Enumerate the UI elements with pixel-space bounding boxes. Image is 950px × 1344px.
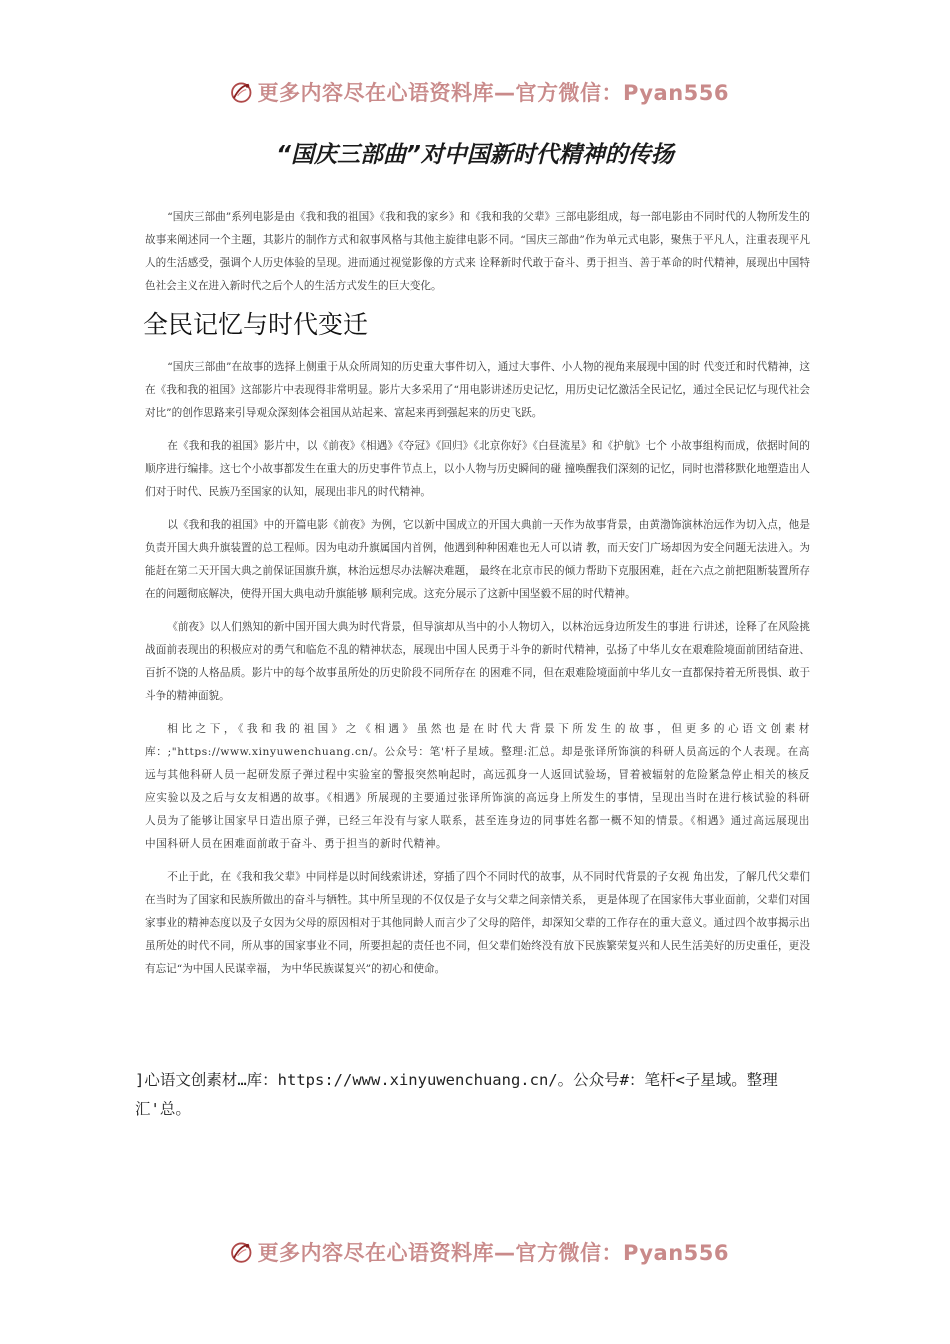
body-paragraph-3: 以《我和我的祖国》中的开篇电影《前夜》为例，它以新中国成立的开国大典前一天作为故事背景，由黄渤饰演林治远作为切入点，他是负责开国大典升旗装置的总工程师。因为电动升旗属国内首例，他遇到种种困难也无人可以请 教，而天安门广场却因为安全问题无法进入。为能赶在第二天开国大典之前保证国旗升旗，林治远想尽办法解决难题， 最终在北京市民的倾力帮助下克服困难，赶在六点之前把阻断装置所存在的问题彻底解决，使得开国大典电动升旗能够 顺利完成。这充分展示了这新中国坚毅不屈的时代精神。 [145, 519, 810, 600]
body-paragraph-4: 《前夜》以人们熟知的新中国开国大典为时代背景，但导演却从当中的小人物切入，以林治远身边所发生的事进 行讲述，诠释了在风险挑战面前表现出的积极应对的勇气和临危不乱的精神状态，展现出中国人民勇于斗争的新时代精神，弘扬了中华儿女在艰难险境面前团结奋进、百折不饶的人格品质。影片中的每个故事虽所处的历史阶段不同所存在 的困难不同，但在艰难险境面前中华儿女一直都保持着无所畏惧、敢于斗争的精神面貌。 [145, 621, 810, 702]
banner-text: 更多内容尽在心语资料库—官方微信：Pyan556 [257, 81, 729, 105]
body-paragraph-6: 不止于此，在《我和我父辈》中同样是以时间线索讲述，穿插了四个不同时代的故事，从不同时代背景的子女视 角出发，了解几代父辈们在当时为了国家和民族所做出的奋斗与牺牲。其中所呈现的不仅仅是子女与父辈之间亲情关系， 更是体现了在国家伟大事业面前，父辈们对国家事业的精神态度以及子女因为父母的原因相对于其他同龄人而言少了父母的陪伴，却深知父辈的工作存在的重大意义。通过四个故事揭示出虽所处的时代不同，所从事的国家事业不同，所要担起的责任也不同，但父辈们始终没有放下民族繁荣复兴和人民生活美好的历史重任，更没有忘记“为中国人民谋幸福， 为中华民族谋复兴”的初心和使命。 [145, 871, 810, 975]
footer-banner [229, 1232, 729, 1272]
brand-logo-icon [229, 1234, 254, 1270]
header-banner [229, 72, 729, 112]
brand-logo-icon [229, 74, 254, 110]
footer-source-note: ]心语文创素材…库：https://www.xinyuwenchuang.cn/。公众号#：笔杆<子星域。整理汇'总。 [135, 1071, 778, 1118]
intro-paragraph: “国庆三部曲”系列电影是由《我和我的祖国》《我和我的家乡》和《我和我的父辈》三部电影组成，每一部电影由不同时代的人物所发生的故事来阐述同一个主题，其影片的制作方式和叙事风格与其他主旋律电影不同。“国庆三部曲”作为单元式电影，聚焦于平凡人，注重表现平凡人的生活感受，强调个人历史体验的呈现。进而通过视觉影像的方式来 诠释新时代敢于奋斗、勇于担当、善于革命的时代精神，展现出中国特色社会主义在进入新时代之后个人的生活方式发生的巨大变化。 [145, 211, 810, 292]
section-heading: 全民记忆与时代变迁 [143, 310, 369, 339]
body-paragraph-5: 相比之下，《我和我的祖国》之《相遇》虽然也是在时代大背景下所发生的故事，但更多的心语文创素材库：;"https://www.xinyuwenchuang.cn/。公众号：笔'杆子星域。整理:汇总。却是张译所饰演的科研人员高远的个人表现。在高远与其他科研人员一起研发原子弹过程中实验室的警报突然响起时，高远孤身一人返回试验场，冒着被辐射的危险紧急停止相关的核反应实验以及之后与女友相遇的故事。《相遇》所展现的主要通过张译所饰演的高远身上所发生的事情，呈现出当时在进行核试验的科研人员为了能够让国家早日造出原子弹，已经三年没有与家人联系，甚至连身边的同事姓名都一概不知的情景。《相遇》通过高远展现出中国科研人员在困难面前敢于奋斗、勇于担当的新时代精神。 [145, 723, 810, 850]
body-paragraph-2: 在《我和我的祖国》影片中，以《前夜》《相遇》《夺冠》《回归》《北京你好》《白昼流星》和《护航》七个 小故事组构而成，依据时间的顺序进行编排。这七个小故事都发生在重大的历史事件节点上，以小人物与历史瞬间的碰 撞唤醒我们深刻的记忆，同时也潜移默化地塑造出人们对于时代、民族乃至国家的认知，展现出非凡的时代精神。 [145, 440, 810, 498]
article-body [145, 206, 810, 991]
banner-text: 更多内容尽在心语资料库—官方微信：Pyan556 [257, 1241, 729, 1265]
body-paragraph-1: “国庆三部曲”在故事的选择上侧重于从众所周知的历史重大事件切入，通过大事件、小人物的视角来展现中国的时 代变迁和时代精神，这在《我和我的祖国》这部影片中表现得非常明显。影片大多采用了“用电影讲述历史记忆，用历史记忆激活全民记忆，通过全民记忆与现代社会对比”的创作思路来引导观众深刻体会祖国从站起来、富起来再到强起来的历史飞跃。 [145, 361, 810, 419]
page-title: “国庆三部曲”对中国新时代精神的传扬 [276, 142, 674, 168]
